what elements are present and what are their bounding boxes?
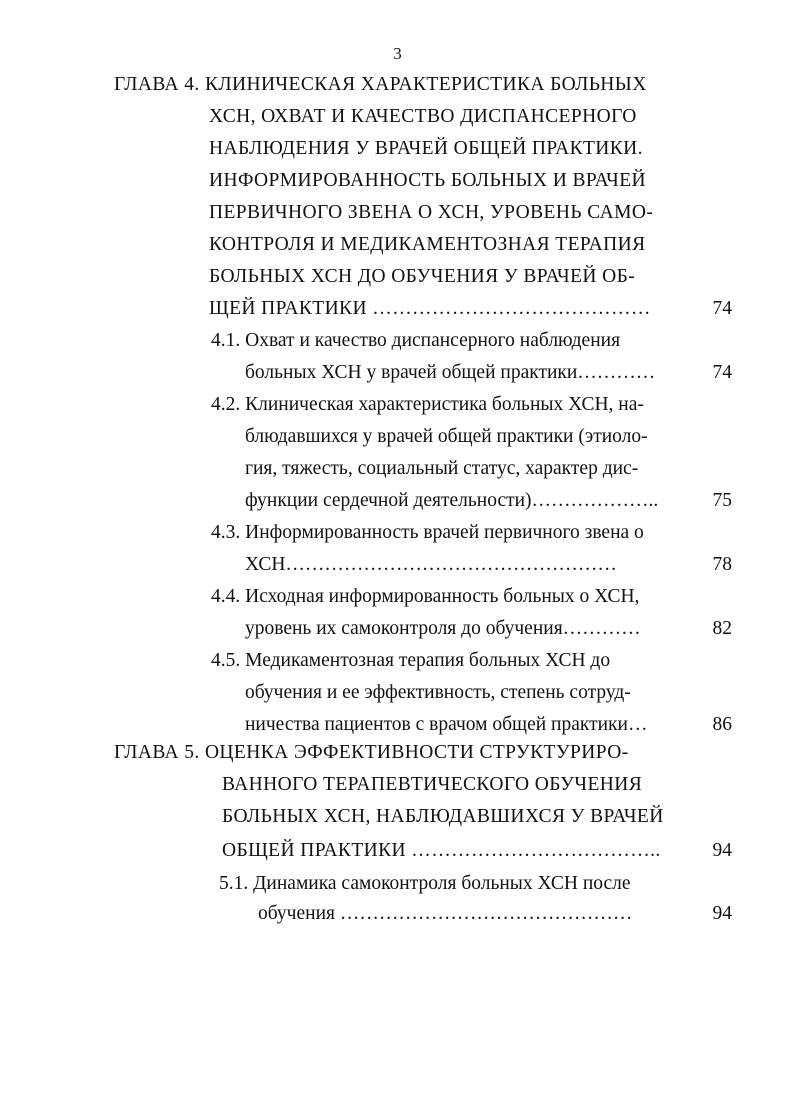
toc-section-line: 4.3. Информированность врачей первичного звена о bbox=[211, 522, 644, 543]
toc-section-line: обучения ……………………………………… bbox=[258, 903, 633, 924]
page-number: 3 bbox=[393, 44, 402, 63]
toc-chapter-4-line: КОНТРОЛЯ И МЕДИКАМЕНТОЗНАЯ ТЕРАПИЯ bbox=[209, 234, 646, 255]
toc-section-page: 94 bbox=[712, 903, 732, 924]
toc-section-line: функции сердечной деятельности)……………….. bbox=[245, 490, 659, 511]
toc-chapter-4-line: БОЛЬНЫХ ХСН ДО ОБУЧЕНИЯ У ВРАЧЕЙ ОБ- bbox=[209, 266, 636, 287]
toc-chapter-5-line: БОЛЬНЫХ ХСН, НАБЛЮДАВШИХСЯ У ВРАЧЕЙ bbox=[222, 806, 664, 827]
toc-section-line: ХСН…………………………………………… bbox=[245, 554, 617, 575]
toc-section-page: 75 bbox=[712, 490, 732, 511]
toc-chapter-4-line: ХСН, ОХВАТ И КАЧЕСТВО ДИСПАНСЕРНОГО bbox=[209, 106, 637, 127]
toc-section-page: 86 bbox=[712, 714, 732, 735]
toc-chapter-4-line: ПЕРВИЧНОГО ЗВЕНА О ХСН, УРОВЕНЬ САМО- bbox=[209, 202, 654, 223]
toc-chapter-5-line: ОБЩЕЙ ПРАКТИКИ ……………………………….. bbox=[222, 840, 661, 861]
toc-section-line: 4.1. Охват и качество диспансерного наблюдения bbox=[211, 330, 621, 351]
toc-section-page: 74 bbox=[712, 362, 732, 383]
toc-section-line: гия, тяжесть, социальный статус, характер дис- bbox=[245, 458, 639, 479]
toc-chapter-5-line: ВАННОГО ТЕРАПЕВТИЧЕСКОГО ОБУЧЕНИЯ bbox=[222, 774, 643, 795]
toc-section-line: 4.2. Клиническая характеристика больных ХСН, на- bbox=[211, 394, 644, 415]
toc-chapter-4-line: НАБЛЮДЕНИЯ У ВРАЧЕЙ ОБЩЕЙ ПРАКТИКИ. bbox=[209, 138, 643, 159]
toc-chapter-4-line: ЩЕЙ ПРАКТИКИ …………………………………… bbox=[209, 298, 651, 319]
toc-chapter-4-line: ГЛАВА 4. КЛИНИЧЕСКАЯ ХАРАКТЕРИСТИКА БОЛЬНЫХ bbox=[114, 74, 647, 95]
toc-section-line: 4.4. Исходная информированность больных о ХСН, bbox=[211, 586, 640, 607]
toc-section-line: ничества пациентов с врачом общей практики… bbox=[245, 714, 648, 735]
toc-chapter-4-line: ИНФОРМИРОВАННОСТЬ БОЛЬНЫХ И ВРАЧЕЙ bbox=[209, 170, 647, 191]
toc-chapter-5-page: 94 bbox=[712, 840, 732, 861]
toc-chapter-5-line: ГЛАВА 5. ОЦЕНКА ЭФФЕКТИВНОСТИ СТРУКТУРИРО- bbox=[114, 742, 629, 763]
toc-chapter-4-page: 74 bbox=[712, 298, 732, 319]
toc-section-line: больных ХСН у врачей общей практики………… bbox=[245, 362, 656, 383]
toc-section-line: обучения и ее эффективность, степень сотруд- bbox=[245, 682, 631, 703]
toc-section-line: уровень их самоконтроля до обучения………… bbox=[245, 618, 641, 639]
toc-section-line: 5.1. Динамика самоконтроля больных ХСН после bbox=[219, 873, 631, 894]
toc-section-line: блюдавшихся у врачей общей практики (этиоло- bbox=[245, 426, 648, 447]
toc-section-page: 82 bbox=[712, 618, 732, 639]
toc-section-line: 4.5. Медикаментозная терапия больных ХСН до bbox=[211, 650, 611, 671]
toc-section-page: 78 bbox=[712, 554, 732, 575]
